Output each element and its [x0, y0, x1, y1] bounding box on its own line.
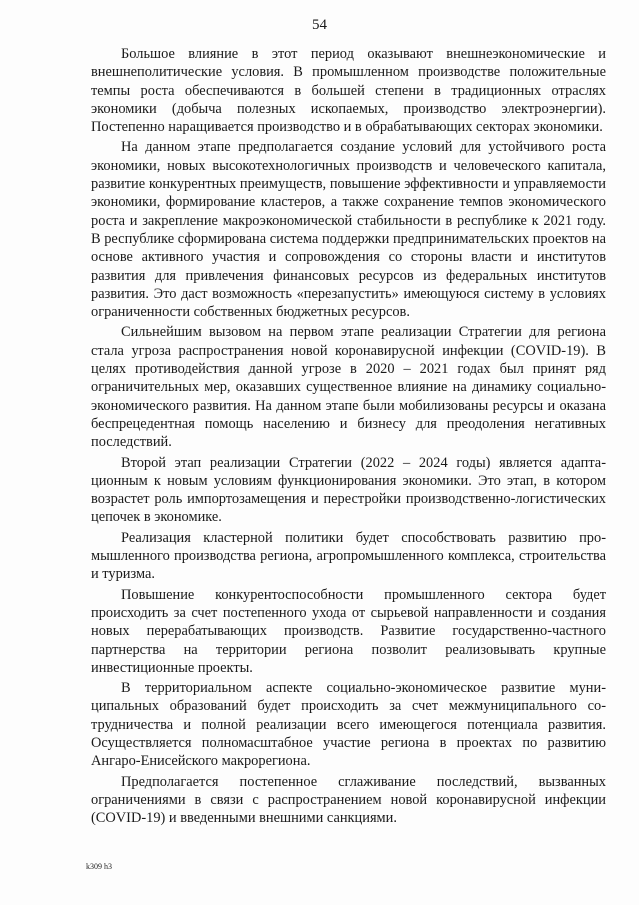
document-body [91, 45, 606, 827]
footer-code: k309 h3 [86, 862, 112, 871]
page-number: 54 [312, 17, 327, 33]
paragraph-covid-challenge: Сильнейшим вызовом на первом этапе реализации Стратегии для региона стала угроза распространения новой коронавирусной инфекции (COVID-19). В целях противодействия данной угрозе в 2020 – 2021 годах был принят ряд ограничительных мер, оказавших существенное влияние на динамику социально-экономического развития. На данном этапе были мобилизованы ресурсы и оказана беспрецедентная помощь населению и бизнесу для преодоления негативных последствий. [91, 324, 606, 451]
paragraph-smoothing-consequences: Предполагается постепенное сглаживание последствий, вызванных ограничениями в связи с распространением новой коронавирусной инфекции (COVID-19) и введенными внешними санкциями. [91, 773, 606, 827]
paragraph-cluster-policy: Реализация кластерной политики будет способствовать развитию промышленного производства региона, агропромышленного комплекса, строительства и туризма. [91, 529, 606, 583]
paragraph-external-conditions: Большое влияние в этот период оказывают внешнеэкономические и внешнеполитические условия. В промышленном производстве положительные темпы роста обеспечиваются в большей степени в традиционных отраслях экономики (добыча полезных ископаемых, производство электроэнергии). Постепенно наращивается производство и в обрабатывающих секторах экономики. [91, 46, 606, 136]
paragraph-sustainable-growth: На данном этапе предполагается создание условий для устойчивого роста экономики, новых высокотехнологичных производств и человеческого капитала, развитие конкурентных преимуществ, повышение эффективности и управляемости экономики, формирование кластеров, а также сохранение темпов экономического роста и закрепление макроэкономической стабильности в республике к 2021 году. В республике сформирована система поддержки предпринимательских проектов на основе активного участия и сопровождения со стороны власти и институтов развития для привлечения финансовых ресурсов из федеральных институтов развития. Это даст возможность «перезапустить» имеющуюся систему в условиях ограниченности собственных бюджетных ресурсов. [91, 139, 606, 321]
paragraph-territorial-aspect: В территориальном аспекте социально-экономическое развитие муниципальных образований будет происходить за счет межмуниципального сотрудничества и полной реализации всего имеющегося потенциала развития. Осуществляется полномасштабное участие региона в проектах по развитию Ангаро-Енисейского макрорегиона. [91, 680, 606, 770]
paragraph-second-stage: Второй этап реализации Стратегии (2022 – 2024 годы) является адаптационным к новым условиям функционирования экономики. Это этап, в котором возрастет роль импортозамещения и перестройки производственно-логистических цепочек в экономике. [91, 454, 606, 526]
paragraph-industrial-competitiveness: Повышение конкурентоспособности промышленного сектора будет происходить за счет постепенного ухода от сырьевой направленности и создания новых перерабатывающих производств. Развитие государственно-частного партнерства на территории региона позволит реализовывать крупные инвестиционные проекты. [91, 586, 606, 676]
